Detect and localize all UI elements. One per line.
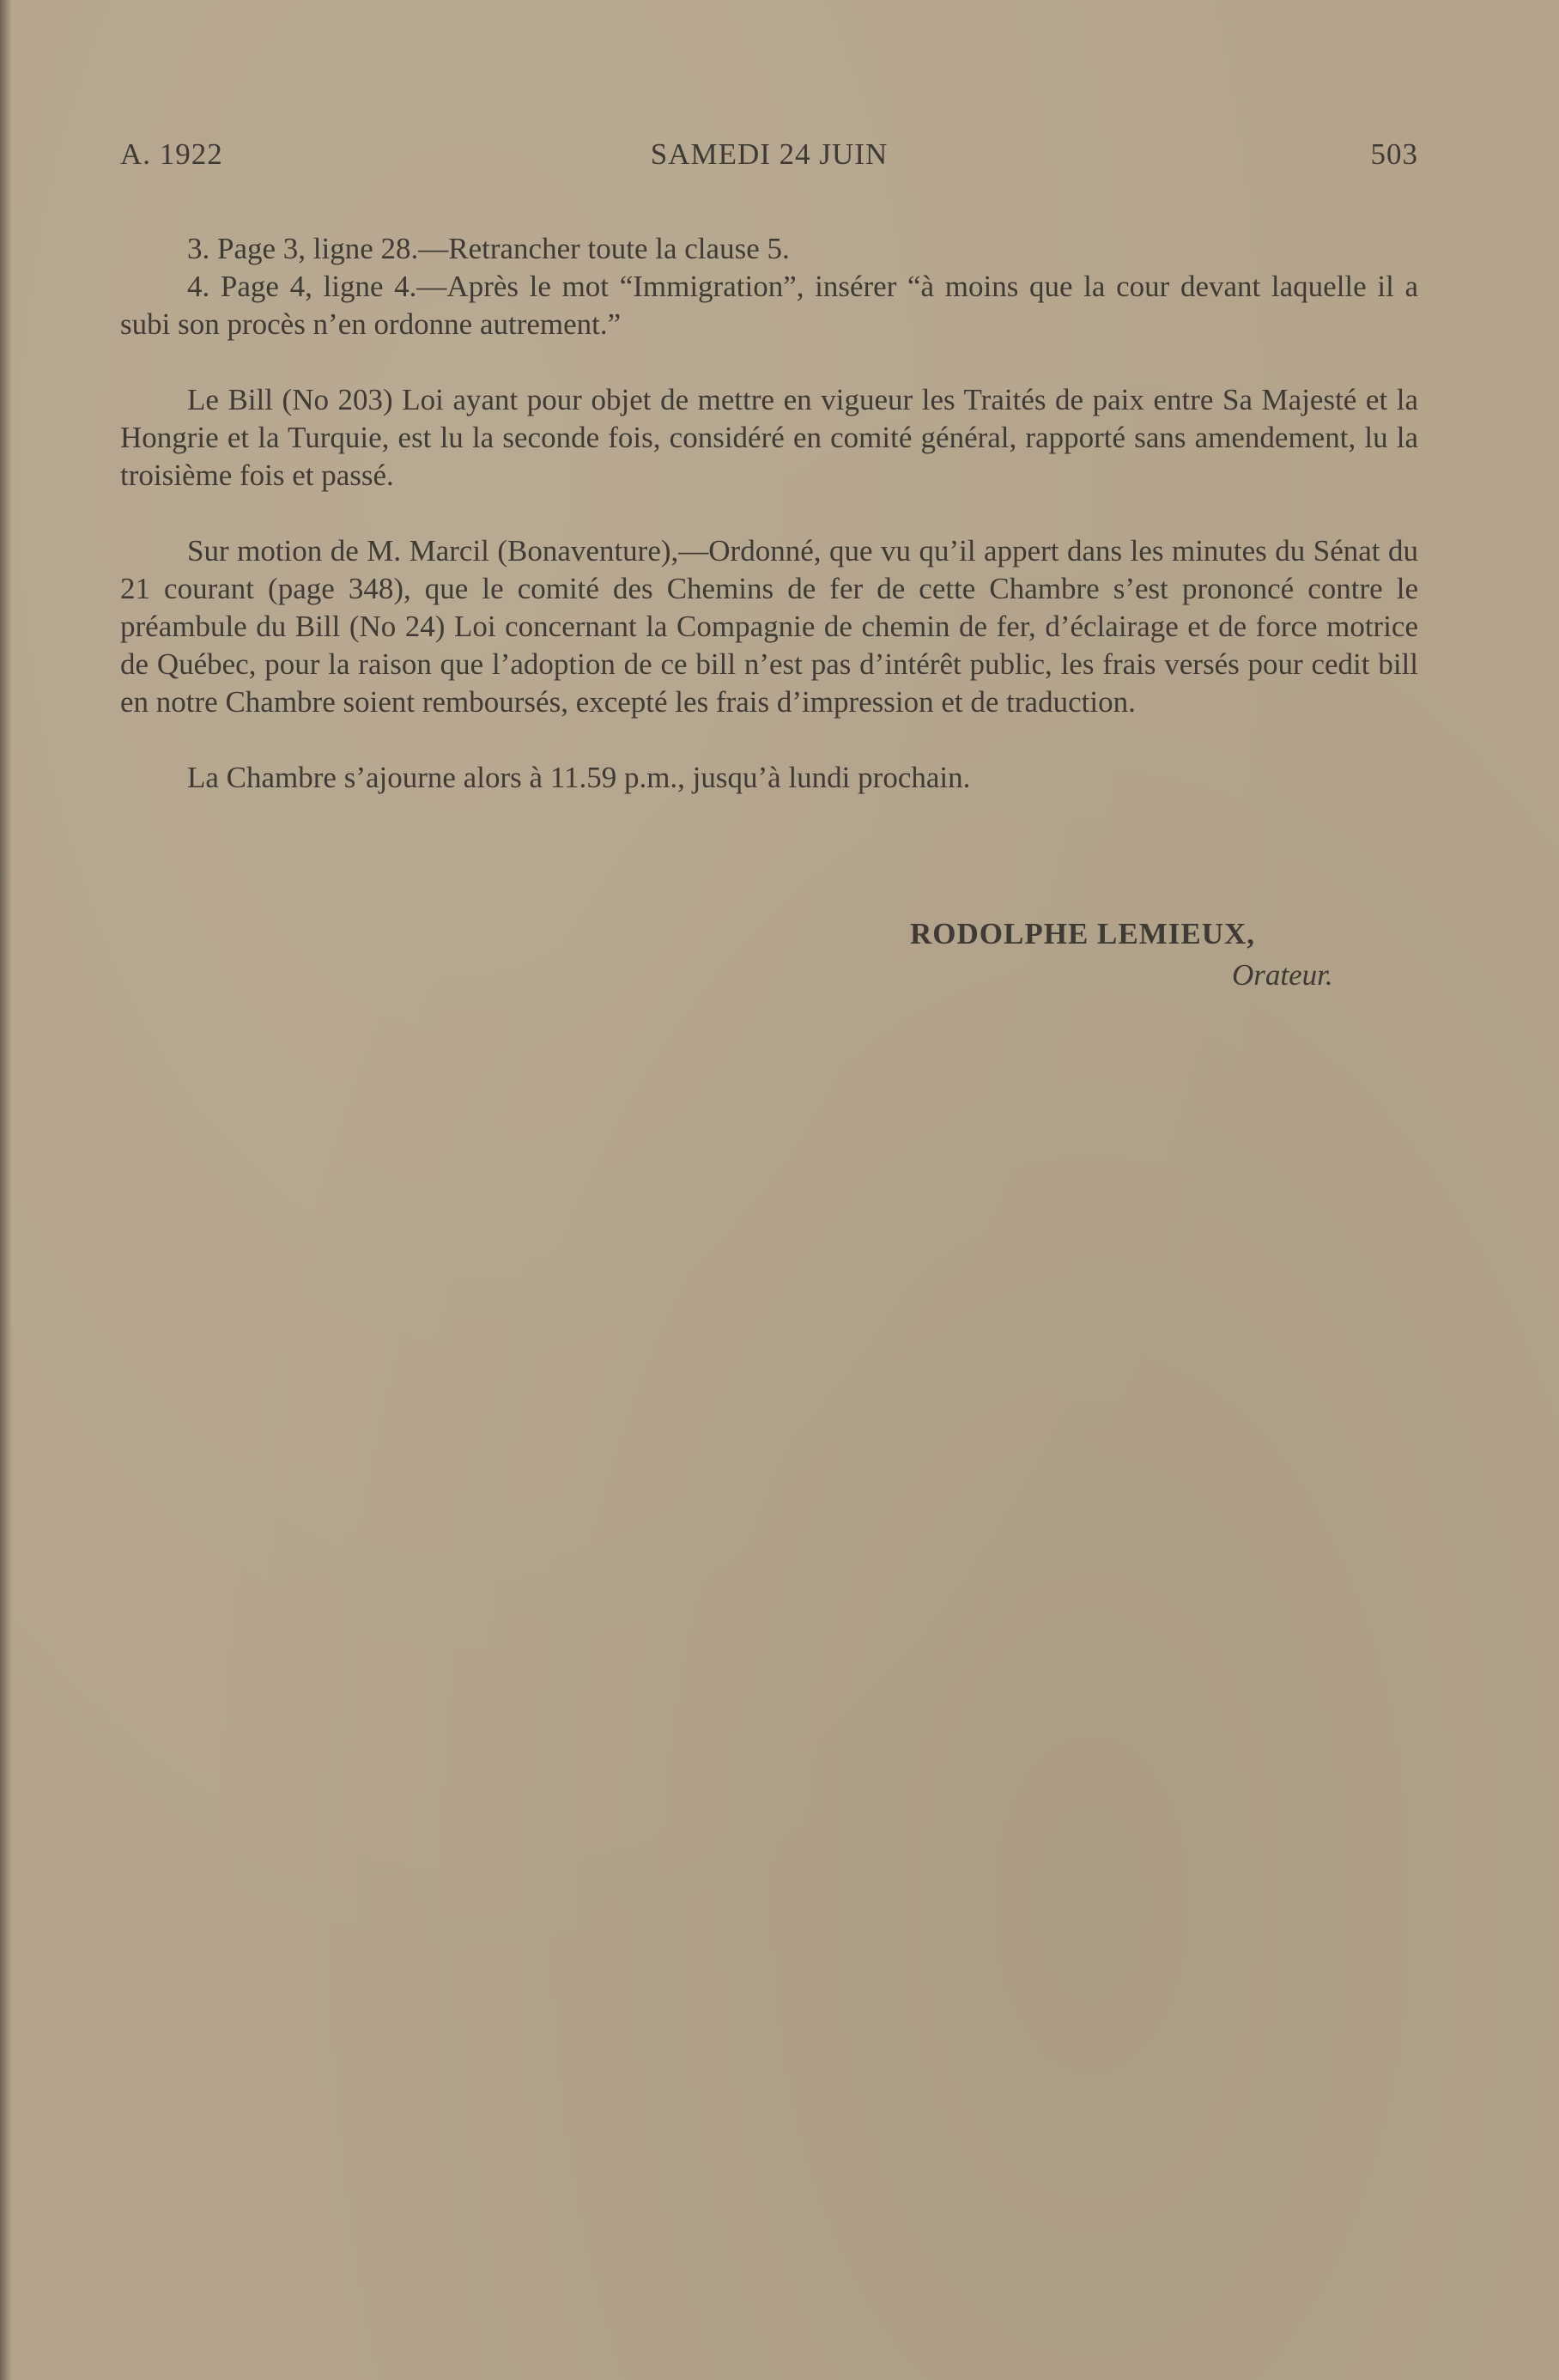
header-date: SAMEDI 24 JUIN [650,137,889,171]
page-number: 503 [1370,137,1418,171]
paragraph-adjournment: La Chambre s’ajourne alors à 11.59 p.m., jusqu’à lundi prochain. [187,761,971,794]
document-body [120,230,1418,797]
paragraph-amendment-4: 4. Page 4, ligne 4.—Après le mot “Immigration”, insérer “à moins que la cour devant laquelle il a subi son procès n’en ordonne autrement.” [120,270,1418,341]
paragraph-amendment-3: 3. Page 3, ligne 28.—Retrancher toute la clause 5. [187,232,790,265]
paragraph-bill-203: Le Bill (No 203) Loi ayant pour objet de mettre en vigueur les Traités de paix entre Sa Majesté et la Hongrie et la Turquie, est lu la seconde fois, considéré en comité général, rapporté sans amendement, lu la troisième fois et passé. [120,383,1418,492]
signatory-title: Orateur. [1232,958,1333,992]
header-year: A. 1922 [120,137,223,171]
paragraph-motion-marcil: Sur motion de M. Marcil (Bonaventure),—Ordonné, que vu qu’il appert dans les minutes du Sénat du 21 courant (page 348), que le comité des Chemins de fer de cette Chambre s’est prononcé contre le préambule du Bill (No 24) Loi concernant la Compagnie de chemin de fer, d’éclairage et de force motrice de Québec, pour la raison que l’adoption de ce bill n’est pas d’intérêt public, les frais versés pour cedit bill en notre Chambre soient remboursés, excepté les frais d’impression et de traduction. [120,534,1418,719]
running-header [120,137,1418,180]
page-binding-edge [0,0,12,2380]
signatory-name: RODOLPHE LEMIEUX, [910,917,1256,950]
signature-block [910,914,1356,996]
